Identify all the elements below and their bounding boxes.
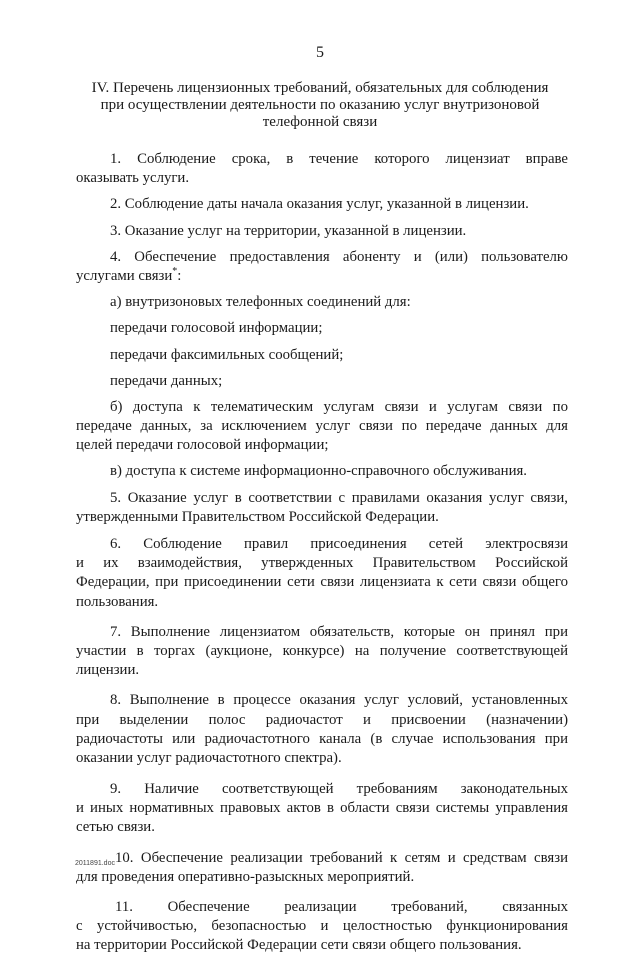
text-line: целей передачи голосовой информации; bbox=[76, 437, 329, 454]
text-line: Федерации, при присоединении сети связи лицензиата к сети связи общего bbox=[76, 574, 568, 591]
section-heading bbox=[70, 80, 570, 131]
heading-line: IV. Перечень лицензионных требований, обязательных для соблюдения bbox=[91, 80, 549, 96]
text-line: радиочастоты или радиочастотного канала (в случае использования при bbox=[76, 730, 568, 747]
paragraph-6 bbox=[76, 535, 568, 612]
text-line: 5. Оказание услуг в соответствии с правилами оказания услуг связи, bbox=[110, 489, 568, 506]
list-subitem bbox=[76, 346, 568, 365]
text-line: на территории Российской Федерации сети связи общего пользования. bbox=[76, 937, 522, 954]
footnote-marker: * bbox=[172, 266, 178, 278]
list-subitem bbox=[76, 319, 568, 338]
text-line: 10. Обеспечение реализации требований к сетям и средствам связи bbox=[115, 849, 568, 866]
page-number: 5 bbox=[316, 44, 324, 61]
text-line: 1. Соблюдение срока, в течение которого лицензиат вправе bbox=[110, 151, 568, 167]
paragraph-1 bbox=[76, 150, 568, 188]
text-line: 7. Выполнение лицензиатом обязательств, которые он принял при bbox=[110, 623, 568, 640]
text-line: сетью связи. bbox=[76, 819, 155, 836]
text-line: при выделении полос радиочастот и присвоении (назначении) bbox=[76, 711, 568, 728]
text-line: передачи голосовой информации; bbox=[110, 320, 323, 337]
text-line: в) доступа к системе информационно-справочного обслуживания. bbox=[110, 463, 528, 480]
paragraph-2 bbox=[76, 195, 568, 214]
text-line: 9. Наличие соответствующей требованиям законодательных bbox=[110, 781, 568, 798]
text-line: для проведения оперативно-разыскных мероприятий. bbox=[76, 868, 415, 885]
text-line: 8. Выполнение в процессе оказания услуг условий, установленных bbox=[110, 692, 568, 709]
paragraph-4 bbox=[76, 248, 568, 286]
text-line: 2. Соблюдение даты начала оказания услуг, указанной в лицензии. bbox=[110, 196, 529, 213]
list-subitem bbox=[76, 372, 568, 391]
paragraph-9 bbox=[76, 780, 568, 838]
text-line: передачи данных; bbox=[110, 372, 223, 389]
text-line: пользования. bbox=[76, 593, 159, 610]
text-line: оказывать услуги. bbox=[76, 170, 190, 187]
paragraph-8 bbox=[76, 691, 568, 768]
paragraph-3 bbox=[76, 222, 568, 241]
text-line: утвержденными Правительством Российской Федерации. bbox=[76, 508, 439, 525]
list-item-a bbox=[76, 293, 568, 312]
text-line: 4. Обеспечение предоставления абоненту и (или) пользователю bbox=[110, 248, 568, 265]
text-line: и их взаимодействия, утвержденных Правительством Российской bbox=[76, 555, 568, 572]
text-line: 11. Обеспечение реализации требований, связанных bbox=[115, 899, 568, 915]
paragraph-10 bbox=[76, 849, 568, 887]
text-line: передаче данных, за исключением услуг связи по передаче данных для bbox=[76, 418, 568, 435]
text-line: 3. Оказание услуг на территории, указанной в лицензии. bbox=[110, 222, 467, 239]
text-line: а) внутризоновых телефонных соединений для: bbox=[110, 294, 411, 311]
text-line: б) доступа к телематическим услугам связи и услугам связи по bbox=[110, 398, 568, 415]
text-line: передачи факсимильных сообщений; bbox=[110, 346, 344, 363]
list-item-v bbox=[76, 462, 568, 481]
paragraph-7 bbox=[76, 623, 568, 681]
heading-line: при осуществлении деятельности по оказанию услуг внутризоновой bbox=[100, 97, 540, 113]
list-item-b bbox=[76, 398, 568, 456]
text-line: и иных нормативных правовых актов в области связи системы управления bbox=[76, 800, 568, 817]
paragraph-5 bbox=[76, 489, 568, 527]
document-body bbox=[76, 150, 568, 956]
text-line: лицензии. bbox=[76, 662, 140, 679]
heading-line: телефонной связи bbox=[262, 114, 378, 130]
text-line: 6. Соблюдение правил присоединения сетей электросвязи bbox=[110, 536, 568, 552]
file-name-footer: 2011891.doc bbox=[75, 860, 115, 867]
text-line: с устойчивостью, безопасностью и целостностью функционирования bbox=[76, 918, 568, 935]
text-line: услугами связи*: bbox=[76, 266, 182, 284]
text-line: оказании услуг радиочастотного спектра). bbox=[76, 749, 342, 766]
text-line: участии в торгах (аукционе, конкурсе) на получение соответствующей bbox=[76, 642, 568, 659]
paragraph-11 bbox=[76, 898, 568, 956]
